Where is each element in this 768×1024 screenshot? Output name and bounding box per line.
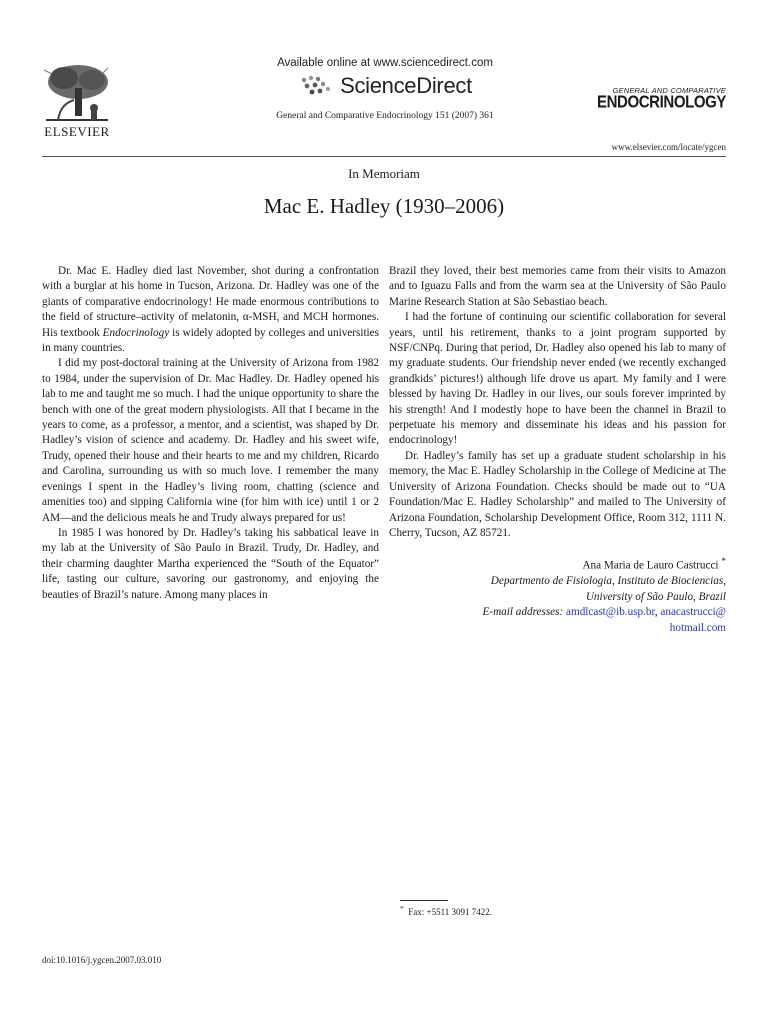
journal-logo: [597, 86, 726, 111]
paragraph: Brazil they loved, their best memories came from their visits to Amazon and to Iguazu Falls and from the warm sea at the University of São Paulo Marine Research Station at São Sebastiao beach.: [389, 265, 726, 308]
paragraph: I did my post-doctoral training at the University of Arizona from 1982 to 1984, under the supervision of Dr. Mac Hadley. Dr. Hadley opened his lab to me and taught me so much. I had the unique opportunity to share the bench with one of the great modern physiologists. All that I became in the years to come, as a professor, a mentor, and a scientist, was shaped by Dr. Hadley’s vision of science and academy. Dr. Hadley and his sweet wife, Trudy, opened their house and their hearts to me and my children, Ricardo and Carolina, surrounding us with so much love. I remember the many evenings I spent in the Hadley’s living room, chatting (science and amenities too) and sipping California wine (for him with ice) until 1 or 2 AM—and the delicious meals he and Trudy always prepared for us!: [42, 357, 379, 524]
elsevier-logo: [22, 62, 132, 140]
available-online-text: Available online at www.sciencedirect.com: [277, 57, 493, 69]
author-signature: [389, 555, 726, 636]
paragraph: Dr. Mac E. Hadley died last November, shot during a confrontation with a burglar at his home in Tucson, Arizona. Dr. Hadley was one of the giants of comparative endocrinology! He made enormous contributions to the field of structure–activity of melatonin, α-MSH, and MCH hormones. His textbook Endocrinology is widely adopted by colleges and universities in many countries.: [42, 265, 379, 355]
book-title: Endocrinology: [102, 326, 170, 339]
author-university: University of São Paulo, Brazil: [585, 590, 726, 603]
email-link[interactable]: amdlcast@ib.usp.br: [566, 606, 655, 619]
body-column-left: [42, 264, 379, 603]
header-divider: [42, 156, 726, 157]
elsevier-tree-icon: [38, 62, 116, 124]
author-emails-cont: [389, 621, 726, 636]
footnote: * Fax: +5511 3091 7422.: [400, 904, 492, 917]
email-link[interactable]: anacastrucci@: [660, 606, 726, 619]
paragraph: In 1985 I was honored by Dr. Hadley’s taking his sabbatical leave in my lab at the University of São Paulo in Brazil. Trudy, Dr. Hadley, and their charming daughter Martha experienced the “South of the Equator” life, tasting our culture, savoring our gastronomy, and enjoying the beauties of Brazil’s nature. Among many places in: [42, 526, 379, 601]
sciencedirect-logo: [230, 73, 540, 99]
doi[interactable]: doi:10.1016/j.ygcen.2007.03.010: [42, 955, 162, 965]
author-name: Ana Maria de Lauro Castrucci *: [582, 557, 726, 573]
author-affiliation: Departmento de Fisiologia, Instituto de Biociencias,: [490, 575, 726, 588]
article-type: In Memoriam: [348, 166, 420, 181]
paragraph: Dr. Hadley’s family has set up a graduate student scholarship in his memory, the Mac E. Hadley Scholarship in the College of Medicine at The University of Arizona Foundation. Checks should be made out to “UA Foundation/Mac E. Hadley Scholarship” and mailed to The University of Arizona Foundation, Scholarship Development Office, Room 312, 1111 N. Cherry, Tucson, AZ 85721.: [389, 449, 726, 539]
article-title: Mac E. Hadley (1930–2006): [263, 194, 505, 218]
author-emails: E-mail addresses: amdlcast@ib.usp.br, anacastrucci@: [482, 606, 726, 619]
sciencedirect-wordmark: ScienceDirect: [340, 73, 472, 98]
body-column-right: [389, 264, 726, 636]
journal-name-small: GENERAL AND COMPARATIVE: [612, 86, 726, 95]
footnote-divider: [400, 900, 448, 901]
paragraph: I had the fortune of continuing our scientific collaboration for several years, until his retirement, thanks to a joint program supported by NSF/CNPq. During that period, Dr. Hadley also opened his lab to many of my graduate students. Our friendship never ended (we recently exchanged grandkids’ pictures!) although life drove us apart. My family and I were blessed by having Dr. Hadley in our lives, our souls forever imprinted by his strength! And I modestly hope to have been the channel in Brazil to perpetuate his memory and disseminate his ideas and his passion for endocrinology!: [389, 311, 726, 447]
sciencedirect-banner: [230, 57, 540, 121]
journal-name-large: ENDOCRINOLOGY: [597, 92, 726, 113]
email-link[interactable]: hotmail.com: [669, 621, 726, 634]
journal-citation: General and Comparative Endocrinology 151 (2007) 361: [276, 111, 494, 121]
sciencedirect-dots-icon: [298, 74, 336, 98]
footnote-marker[interactable]: *: [721, 557, 726, 568]
publisher-name: ELSEVIER: [44, 124, 110, 139]
journal-header: [0, 0, 768, 160]
journal-url[interactable]: www.elsevier.com/locate/ygcen: [611, 142, 726, 152]
